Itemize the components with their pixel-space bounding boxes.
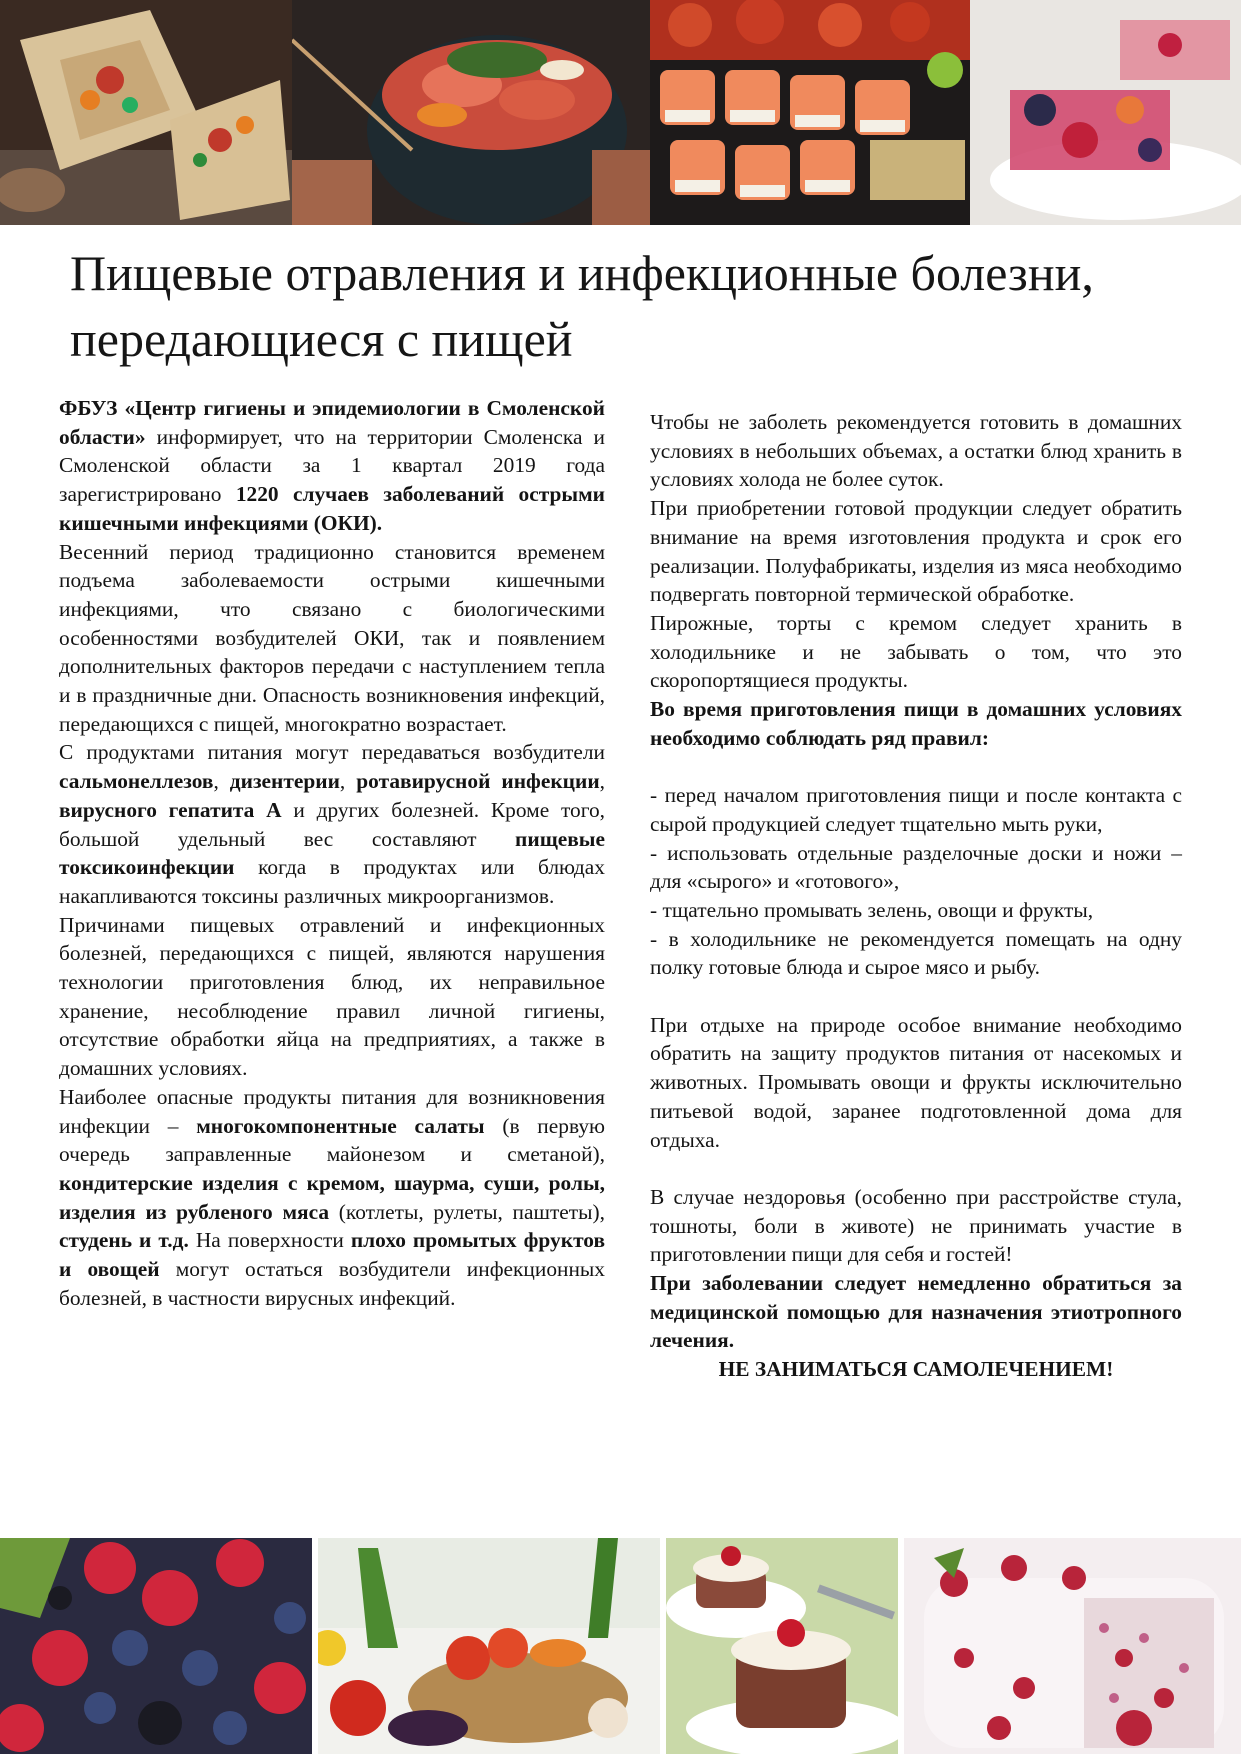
rule-item: - перед началом приготовления пищи и после контакта с сырой продукцией следует тщательно мыть руки, (650, 783, 1182, 836)
outdoor-paragraph: При отдыхе на природе особое внимание необходимо обратить на защиту продуктов питания от насекомых и животных. Промывать овощи и фрукты исключительно питьевой водой, заранее подготовленной дома для отдыха. (650, 1012, 1182, 1152)
cases-count: 1220 случаев заболеваний острыми кишечными инфекциями (ОКИ). (59, 482, 606, 535)
pathogens-paragraph: С продуктами питания могут передаваться возбудители сальмонеллезов, дизентерии, ротавирусной инфекции, вирусного гепатита А и других болезней. Кроме того, большой удельный вес составляют пищевые токсикоинфекции когда в продуктах или блюдах накапливаются токсины различных микроорганизмов. (59, 740, 606, 908)
rule-item: - тщательно промывать зелень, овощи и фрукты, (650, 897, 1094, 922)
causes-paragraph: Причинами пищевых отравлений и инфекционных болезней, передающихся с пищей, являются нарушения технологии приготовления блюд, их неправильное хранение, несоблюдение правил личной гигиены, отсутствие обработки яйца на предприятиях, а также в домашних условиях. (59, 912, 605, 1081)
illness-paragraph: В случае нездоровья (особенно при расстройстве стула, тошноты, боли в животе) не принимать участие в приготовлении пищи для себя и гостей! (650, 1184, 1182, 1267)
spacer (650, 1154, 1182, 1183)
pudding-dessert-photo (666, 1538, 898, 1754)
rule-item: - использовать отдельные разделочные доски и ножи – для «сырого» и «готового», (650, 840, 1182, 894)
poke-bowl-photo (292, 0, 650, 225)
purchase-advice-paragraph: При приобретении готовой продукции следует обратить внимание на время изготовления продукта и срок его реализации. Полуфабрикаты, изделия из мяса необходимо подвергать повторной термической обработке. (650, 496, 1182, 607)
jelly-dessert-photo (970, 0, 1241, 225)
cream-cake-photo (904, 1538, 1241, 1754)
berries-photo (0, 1538, 312, 1754)
bottom-photo-strip (0, 1538, 1241, 1754)
page-title: Пищевые отравления и инфекционные болезни, передающиеся с пищей (70, 245, 1094, 367)
spacer (650, 752, 1182, 781)
dangerous-products-paragraph: Наиболее опасные продукты питания для возникновения инфекции – многокомпонентные салаты (в первую очередь заправленные майонезом и сметаной), кондитерские изделия с кремом, шаурма, суши, ролы, изделия из рубленого мяса (котлеты, рулеты, паштеты), студень и т.д. На поверхности плохо промытых фруктов и овощей могут остаться возбудители инфекционных болезней, в частности вирусных инфекций. (59, 1084, 606, 1310)
spring-period-paragraph: Весенний период традиционно становится временем подъема заболеваемости острыми кишечными инфекциями, что связано с биологическими особенностями возбудителей ОКИ, так и появлением дополнительных факторов передачи с наступлением тепла и в праздничные дни. Опасность возникновения инфекций, передающихся с пищей, многократно возрастает. (59, 539, 605, 736)
intro-paragraph: ФБУЗ «Центр гигиены и эпидемиологии в Смоленской области» информирует, что на территории Смоленска и Смоленской области за 1 квартал 2019 года зарегистрировано 1220 случаев заболеваний острыми кишечными инфекциями (ОКИ). (59, 396, 606, 535)
cakes-advice-paragraph: Пирожные, торты с кремом следует хранить в холодильнике и не забывать о том, что это скоропортящиеся продукты. (650, 610, 1182, 693)
spacer (650, 982, 1182, 1011)
cooking-advice-paragraph: Чтобы не заболеть рекомендуется готовить в домашних условиях в небольших объемах, а остатки блюд хранить в условиях холода не более суток. (650, 410, 1182, 492)
right-column (650, 408, 1182, 1384)
left-column (59, 394, 605, 1313)
top-photo-strip (0, 0, 1241, 225)
rule-item: - в холодильнике не рекомендуется помещать на одну полку готовые блюда и сырое мясо и рыбу. (650, 926, 1182, 980)
sushi-rolls-photo (650, 0, 970, 225)
final-warning: НЕ ЗАНИМАТЬСЯ САМОЛЕЧЕНИЕМ! (718, 1357, 1114, 1382)
vegetables-basket-photo (318, 1538, 660, 1754)
rules-heading: Во время приготовления пищи в домашних условиях необходимо соблюдать ряд правил: (650, 697, 1182, 750)
shawarma-photo (0, 0, 292, 225)
organization-name: ФБУЗ «Центр гигиены и эпидемиологии в Смоленской области» (59, 396, 605, 449)
warning-paragraph: При заболевании следует немедленно обратиться за медицинской помощью для назначения этиотропного лечения. (650, 1271, 1182, 1353)
